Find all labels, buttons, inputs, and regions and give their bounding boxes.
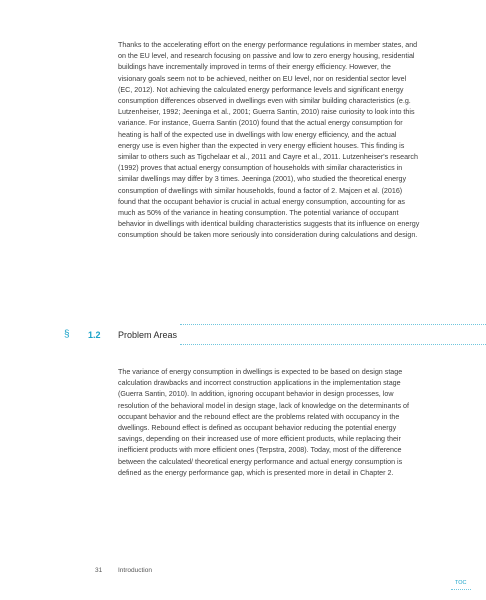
page-number: 31 bbox=[95, 567, 103, 574]
chapter-label: Introduction bbox=[118, 567, 152, 574]
section-heading bbox=[64, 324, 424, 356]
section-number: 1.2 bbox=[88, 330, 101, 340]
section-divider-bottom bbox=[180, 344, 486, 345]
body-paragraph: The variance of energy consumption in dwellings is expected to be based on design stage calculation drawbacks and incorrect construction applications in the implementation stage (Guerra Santin, 2010). In addition, ignoring occupant behavior in design processes, low resolution of the behavioral model in design stage, lack of knowledge on the determinants of occupant behavior and the rebound effect are the problems related with occupancy in the dwellings. Rebound effect is defined as occupant behavior reducing the potential energy savings, depending on their increased use of more efficient products, while replacing their inefficient products with more efficient ones (Terpstra, 2008). Today, most of the difference between the calculated/ theoretical energy performance and actual energy consumption is defined as the energy performance gap, which is presented more in detail in Chapter 2. bbox=[118, 368, 409, 477]
body-paragraph: Thanks to the accelerating effort on the energy performance regulations in member states, and on the EU level, and research focusing on passive and low to zero energy housing, residential buildings have incrementally improved in terms of their energy efficiency. However, the visionary goals seem not to be achieved, neither on EU level, nor on residential sector level (EC, 2012). Not achieving the calculated energy performance levels and significant energy consumption differences observed in dwellings even with similar building characteristics (e.g. Lutzenheiser, 1992; Jeeninga et al., 2001; Guerra Santin, 2010) raise curiosity to look into this variance. For instance, Guerra Santin (2010) found that the actual energy consumption for heating is half of the expected use in dwellings with low energy efficiency, and the actual energy use is even higher than the expected in very energy efficient houses. This finding is similar to others such as Tigchelaar et al., 2011 and Cayre et al., 2011. Lutzenheiser's research (1992) proves that actual energy consumption of households with similar characteristics in similar dwellings may differ by 3 times. Jeeninga (2001), who studied the theoretical energy consumption of dwellings with similar households, found a factor of 2. Majcen et al. (2016) found that the occupant behavior is crucial in actual energy consumption, accounting for as much as 50% of the variance in heating consumption. The potential variance of occupant behavior in dwellings with identical building characteristics suggests that its influence on energy consumption should be taken more seriously into consideration during calculations and design. bbox=[118, 41, 420, 240]
section-divider-top bbox=[180, 324, 486, 325]
toc-link[interactable]: TOC bbox=[455, 580, 467, 586]
section-title: Problem Areas bbox=[118, 330, 178, 340]
section-mark: § bbox=[64, 329, 70, 340]
toc-underline bbox=[451, 589, 471, 590]
